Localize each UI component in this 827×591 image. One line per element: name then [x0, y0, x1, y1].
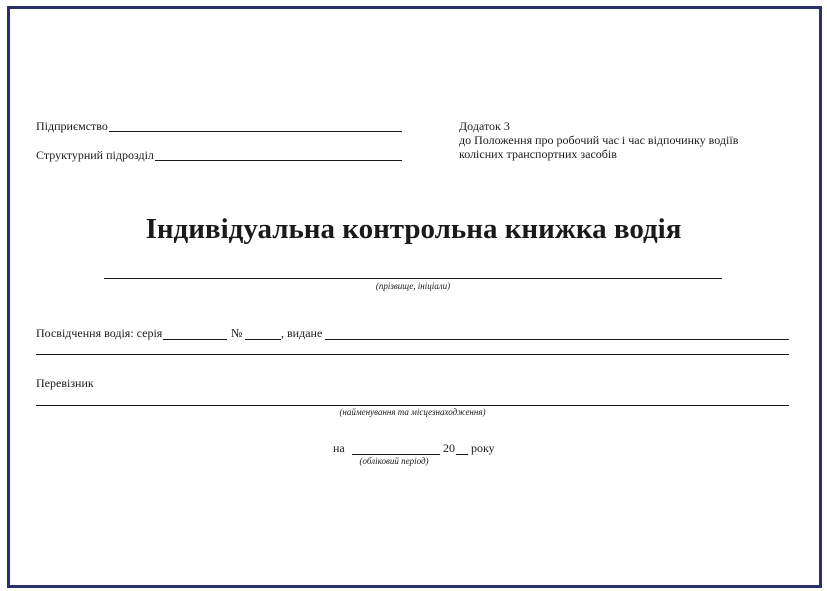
license-issued-field[interactable] [325, 339, 789, 340]
license-series-field[interactable] [163, 339, 227, 340]
period-year-field[interactable] [456, 454, 468, 455]
department-field[interactable] [155, 160, 402, 161]
period-suffix: року [471, 441, 495, 455]
license-series-label: Посвідчення водія: серія [36, 326, 163, 340]
license-issued-label: , видане [281, 326, 323, 340]
driver-name-field[interactable] [104, 278, 722, 279]
page-border [7, 6, 822, 588]
driver-name-caption: (прізвище, ініціали) [375, 281, 451, 291]
department-label: Структурний підрозділ [36, 148, 154, 162]
period-field[interactable] [352, 454, 440, 455]
appendix-reference: до Положення про робочий час і час відпочинку водіїв [459, 133, 739, 147]
appendix-reference-cont: колісних транспортних засобів [459, 147, 617, 161]
period-caption: (обліковий період) [359, 456, 429, 466]
enterprise-field[interactable] [109, 131, 402, 132]
carrier-label: Перевізник [36, 376, 94, 390]
appendix-number: Додаток 3 [459, 119, 510, 133]
enterprise-label: Підприємство [36, 119, 108, 133]
license-number-field[interactable] [245, 339, 281, 340]
license-issued-field-cont[interactable] [36, 354, 789, 355]
period-year-prefix: 20 [443, 441, 455, 455]
license-number-label: № [231, 326, 243, 340]
period-prefix: на [333, 441, 345, 455]
document-title: Індивідуальна контрольна книжка водія [145, 213, 682, 245]
carrier-field[interactable] [36, 405, 789, 406]
carrier-caption: (найменування та місцезнаходження) [339, 407, 486, 417]
